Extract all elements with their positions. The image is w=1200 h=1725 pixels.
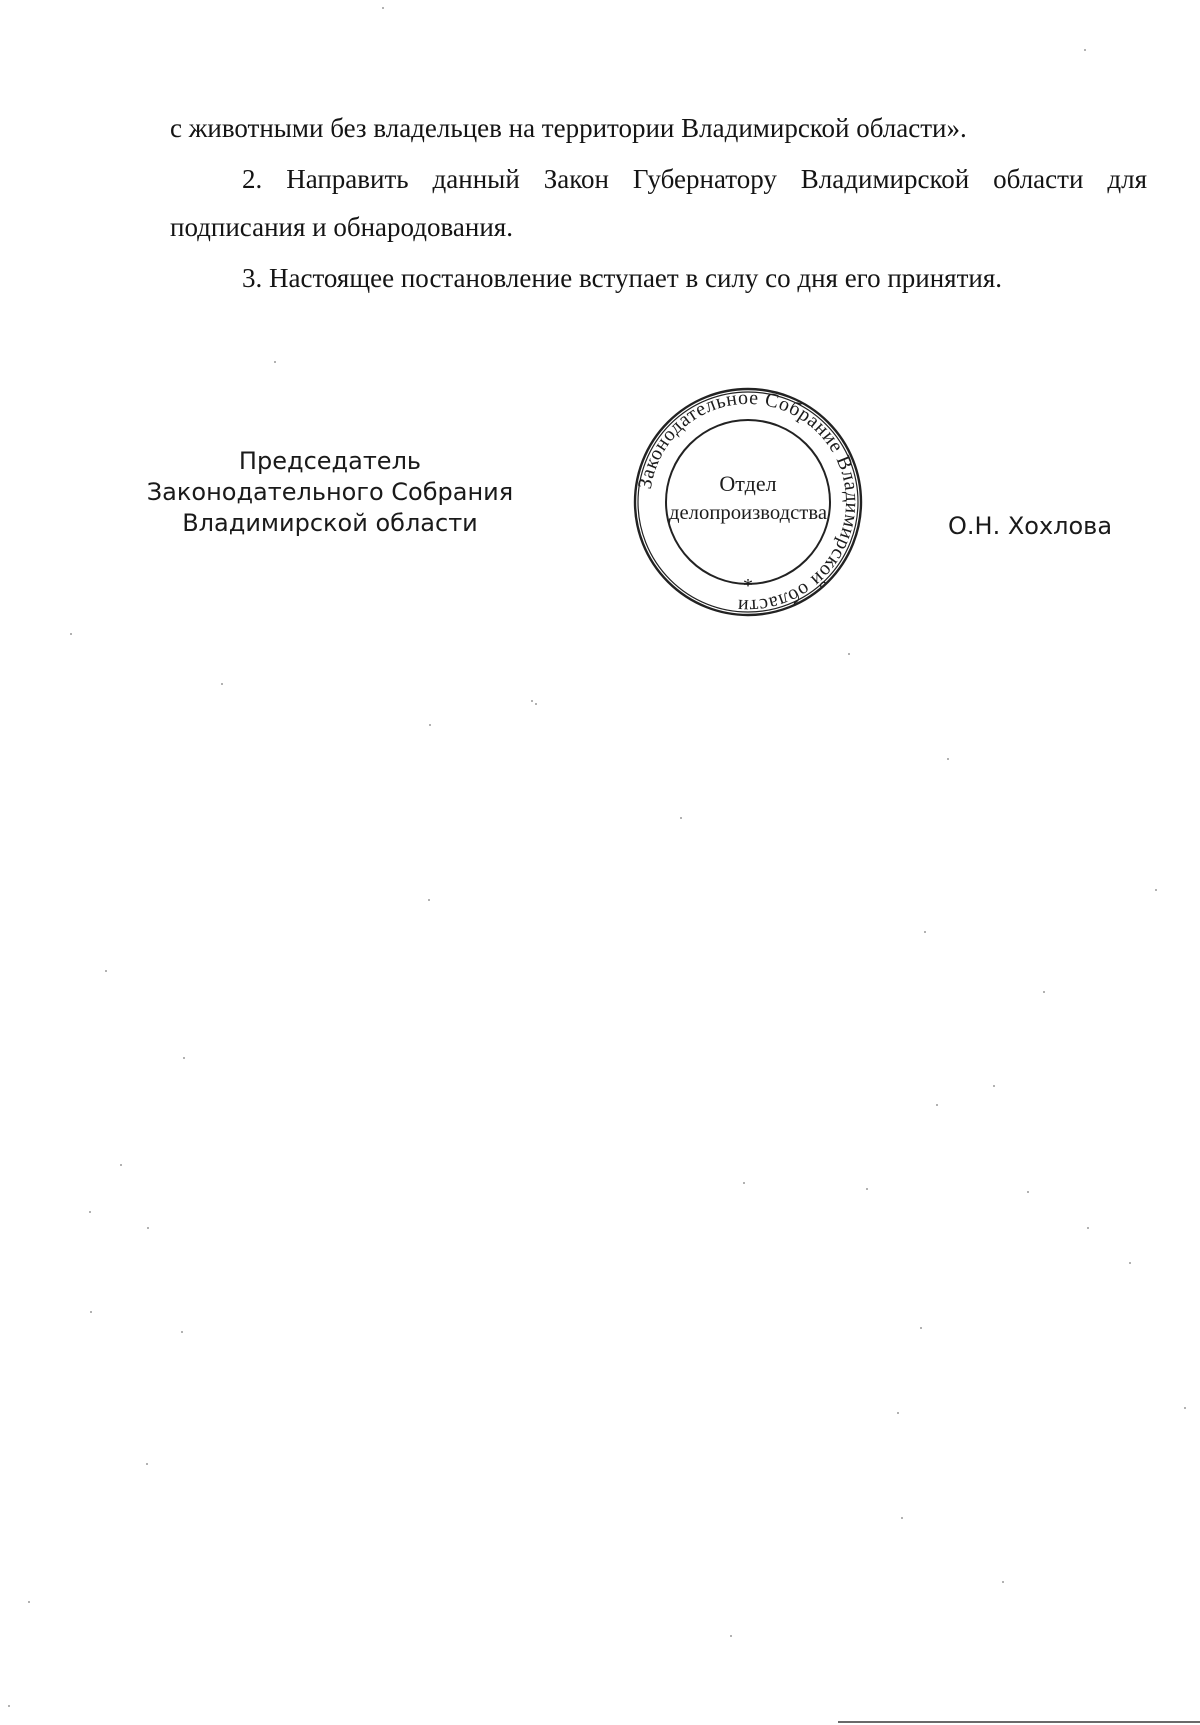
paragraph-continuation: с животными без владельцев на территории Владимирской области». bbox=[170, 113, 967, 143]
seal-center-line-1: Отдел bbox=[719, 471, 777, 496]
seal-outer-text: Законодательное Собрание Владимирской области bbox=[633, 387, 863, 617]
seal-star: * bbox=[743, 575, 753, 597]
scan-edge-line bbox=[838, 1721, 1200, 1723]
signatory-position-line: Председатель bbox=[238, 447, 422, 475]
paragraph-item-3: 3. Настоящее постановление вступает в силу со дня его принятия. bbox=[242, 263, 1003, 293]
signatory-position-line: Законодательного Собрания bbox=[146, 478, 514, 506]
signatory-name: О.Н. Хохлова bbox=[948, 512, 1113, 540]
official-seal bbox=[633, 387, 863, 617]
seal-icon bbox=[633, 387, 863, 617]
paragraph-item-2: 2. Направить данный Закон Губернатору Владимирской области для подписания и обнародования. bbox=[170, 164, 1147, 242]
signatory-position-line: Владимирской области bbox=[182, 509, 478, 537]
seal-center-line-2: делопроизводства bbox=[669, 502, 828, 524]
signatory-position bbox=[140, 446, 520, 539]
